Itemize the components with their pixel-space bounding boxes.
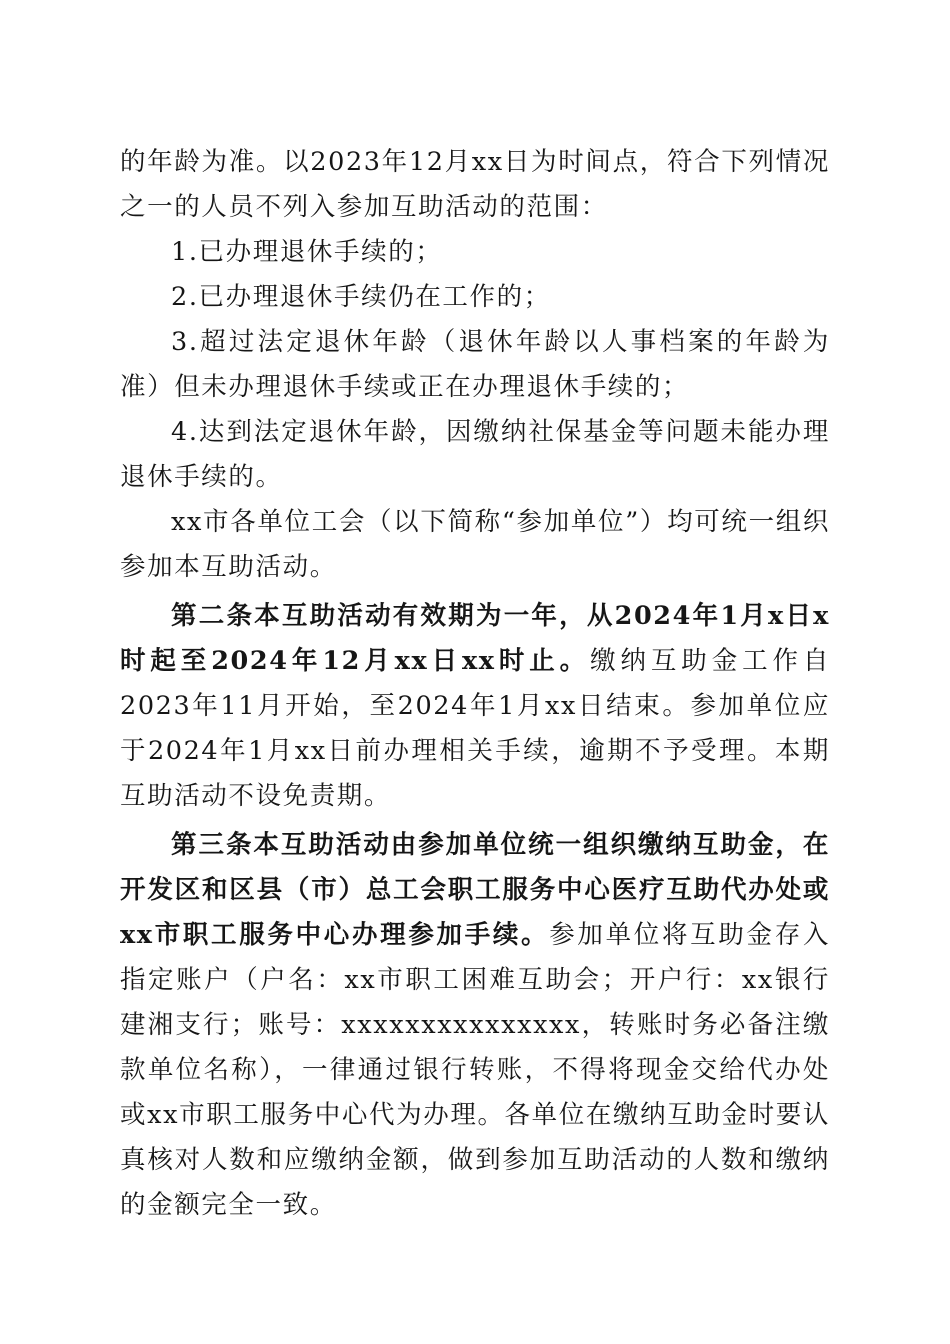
document-body <box>120 140 830 1228</box>
list-item-social-security: 4.达到法定退休年龄，因缴纳社保基金等问题未能办理退休手续的。 <box>120 417 830 492</box>
paragraph-article-two <box>120 594 830 819</box>
list-item-retired-working: 2.已办理退休手续仍在工作的； <box>171 282 551 312</box>
paragraph-article-three <box>120 823 830 1228</box>
list-item-over-age: 3.超过法定退休年龄（退休年龄以人事档案的年龄为准）但未办理退休手续或正在办理退休手续的； <box>120 327 830 402</box>
article-three-body: 参加单位将互助金存入指定账户（户名：xx市职工困难互助会；开户行：xx银行建湘支行；账号：xxxxxxxxxxxxxxx，转账时务必备注缴款单位名称），一律通过银行转账，不得将现金交给代办处或xx市职工服务中心代为办理。各单位在缴纳互助金时要认真核对人数和应缴纳金额，做到参加互助活动的人数和缴纳的金额完全一致。 <box>120 920 830 1220</box>
article-two-body: 缴纳互助金工作自2023年11月开始，至2024年1月xx日结束。参加单位应于2024年1月xx日前办理相关手续，逾期不予受理。本期互助活动不设免责期。 <box>120 646 830 811</box>
article-two-heading: 第二条本互助活动有效期为一年，从2024年1月x日x时起至2024年12月xx日xx时止。 <box>120 601 830 676</box>
list-item-retired: 1.已办理退休手续的； <box>171 237 443 267</box>
paragraph-age-criteria: 的年龄为准。以2023年12月xx日为时间点，符合下列情况之一的人员不列入参加互助活动的范围： <box>120 147 830 222</box>
paragraph-participating-units: xx市各单位工会（以下简称“参加单位”）均可统一组织参加本互助活动。 <box>120 507 830 582</box>
article-three-heading: 第三条本互助活动由参加单位统一组织缴纳互助金，在开发区和区县（市）总工会职工服务中心医疗互助代办处或xx市职工服务中心办理参加手续。 <box>120 830 830 950</box>
